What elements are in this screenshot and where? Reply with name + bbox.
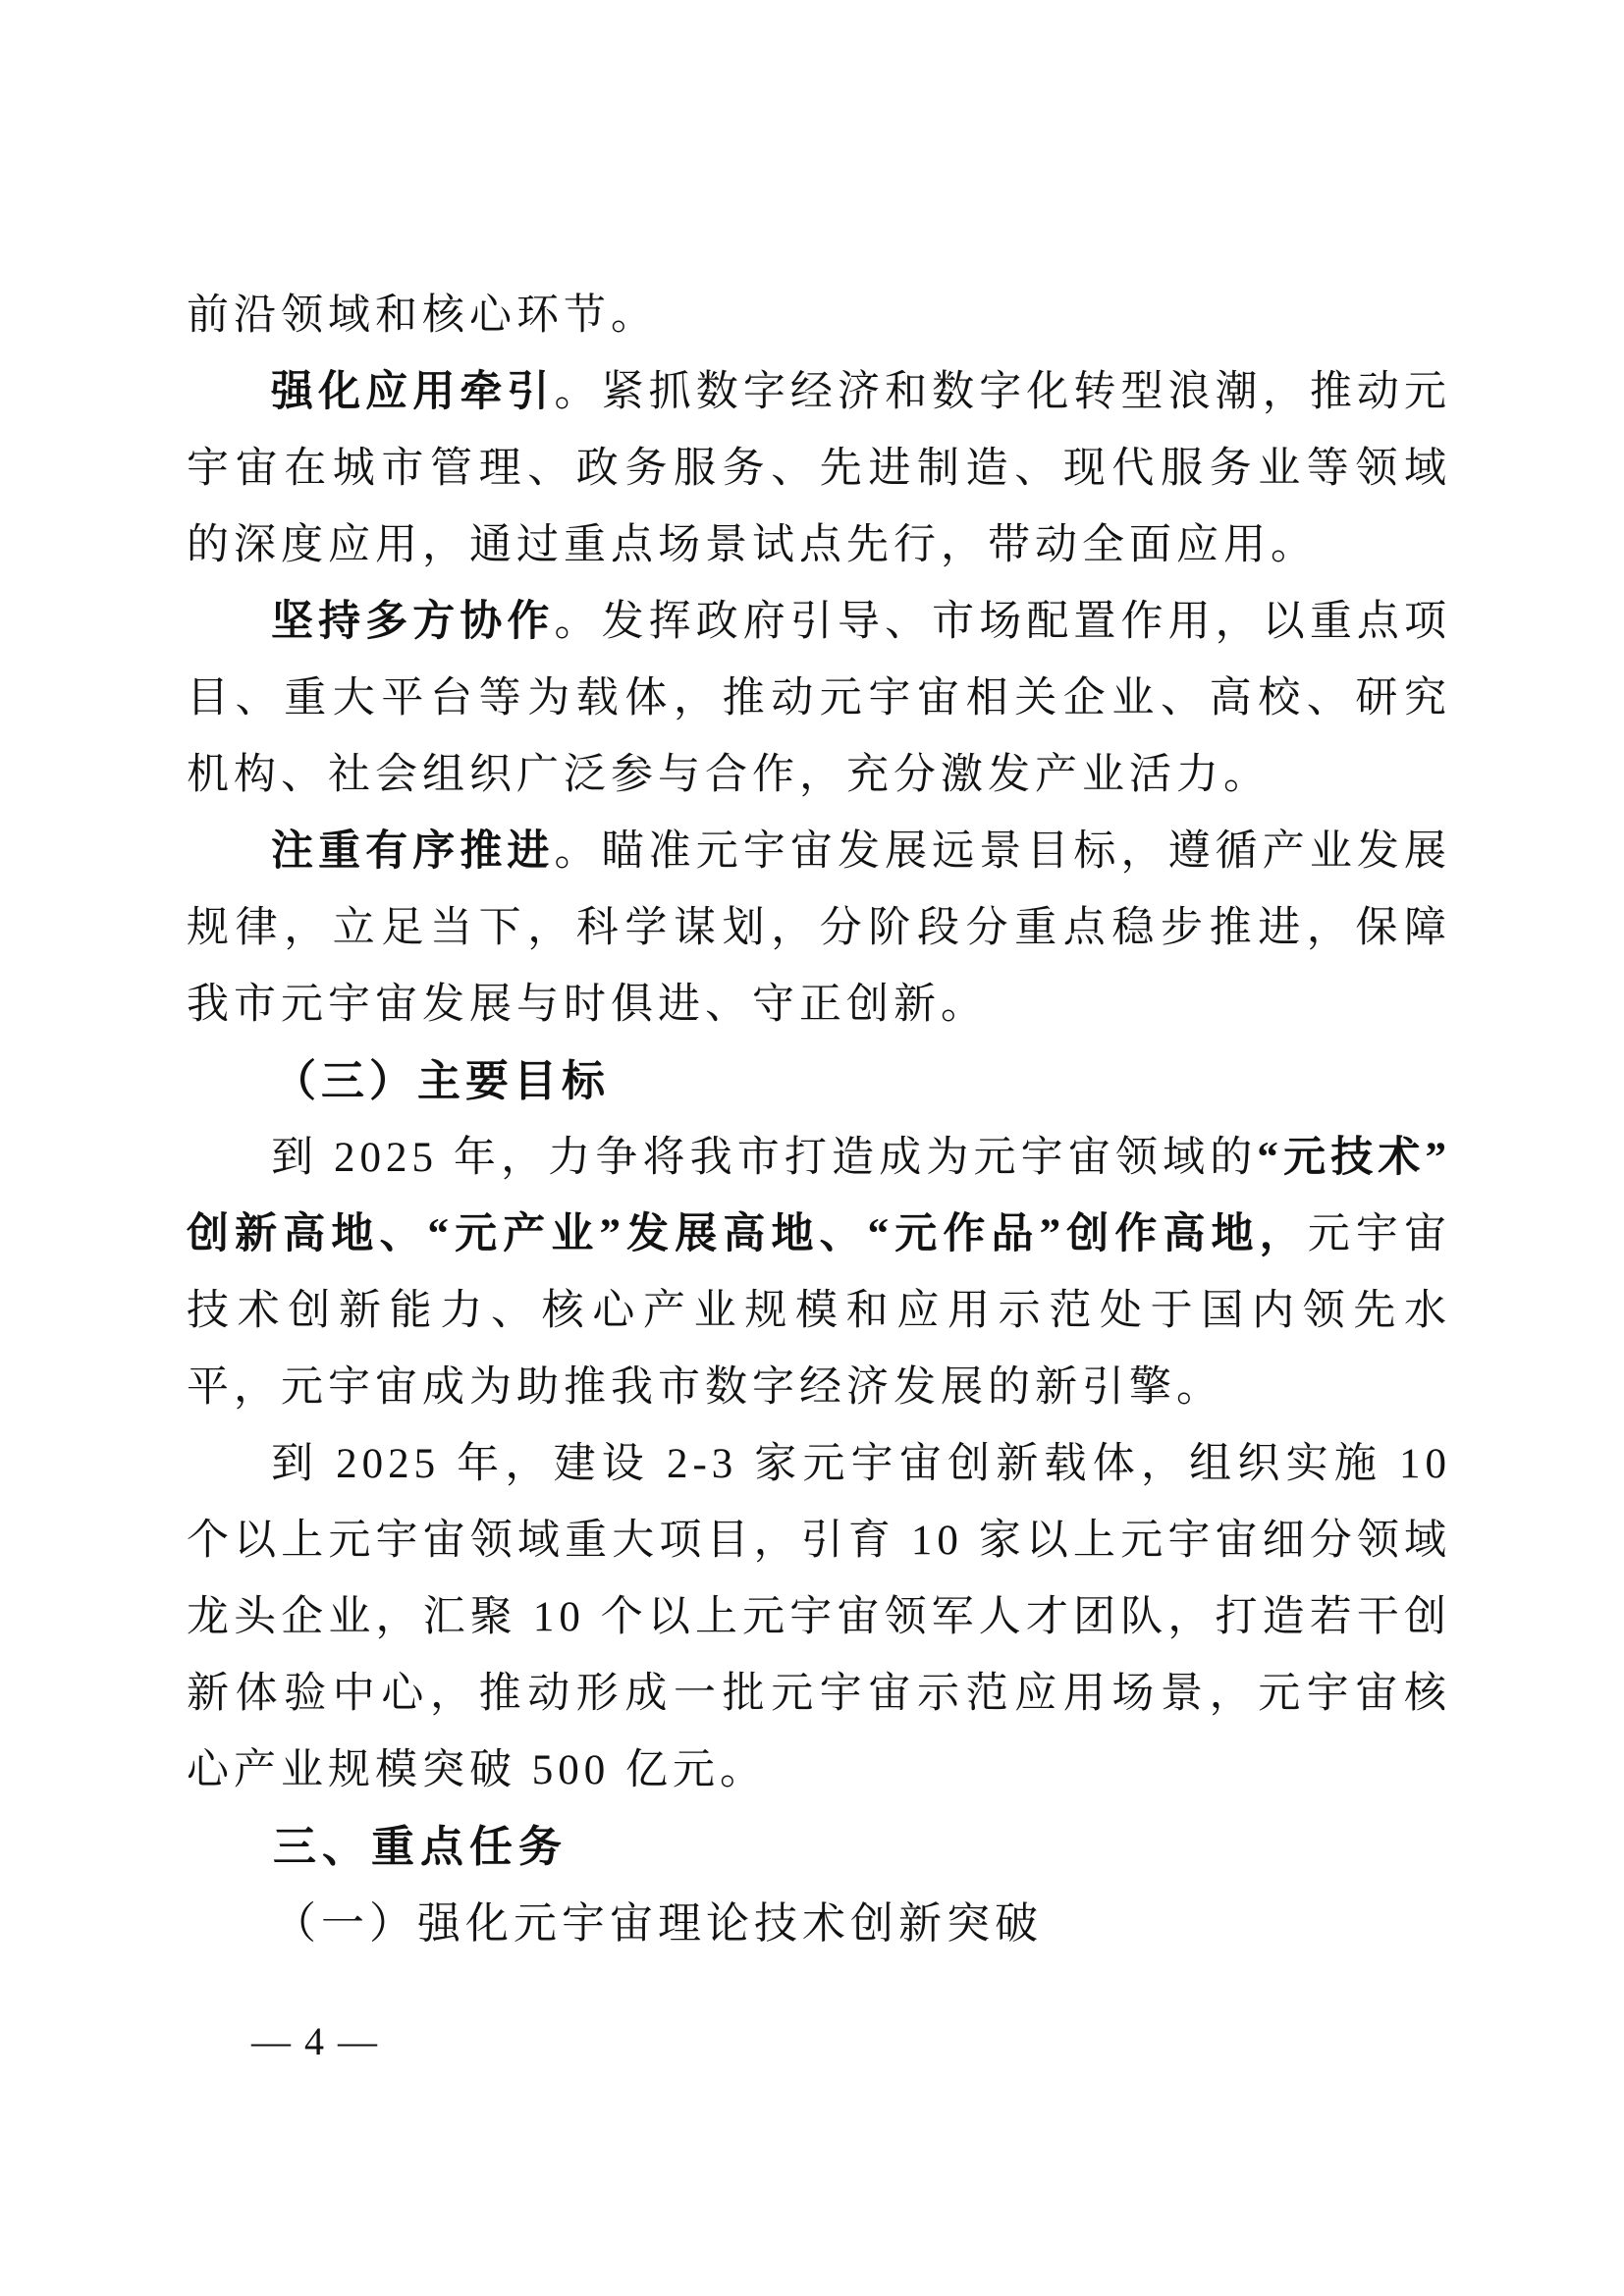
document-body <box>187 278 1451 1962</box>
paragraph-2025-quantitative-targets <box>187 1426 1451 1809</box>
paragraph-text: 到 2025 年，建设 2-3 家元宇宙创新载体，组织实施 10 个以上元宇宙领域重大项目，引育 10 家以上元宇宙细分领域龙头企业，汇聚 10 个以上元宇宙领军人才团队，打造若干创新体验中心，推动形成一批元宇宙示范应用场景，元宇宙核心产业规模突破 500 亿元。 <box>187 1441 1451 1793</box>
paragraph-text: 前沿领域和核心环节。 <box>187 293 658 339</box>
paragraph-text: 。瞄准元宇宙发展远景目标，遵循产业发展规律，立足当下，科学谋划，分阶段分重点稳步推进，保障我市元宇宙发展与时俱进、守正创新。 <box>187 828 1451 1028</box>
page-number-text: — 4 — <box>251 2019 379 2063</box>
paragraph-multi-party-collaboration <box>187 584 1451 814</box>
page-number <box>251 2020 379 2063</box>
paragraph-lead-bold: 注重有序推进 <box>271 828 555 875</box>
heading-key-tasks <box>187 1809 1451 1886</box>
paragraph-text: 。发挥政府引导、市场配置作用，以重点项目、重大平台等为载体，推动元宇宙相关企业、高校、研究机构、社会组织广泛参与合作，充分激发产业活力。 <box>187 599 1451 798</box>
heading-text: 三、重点任务 <box>273 1823 568 1871</box>
heading-text: （一）强化元宇宙理论技术创新突破 <box>273 1899 1043 1948</box>
heading-text: （三）主要目标 <box>273 1057 610 1105</box>
paragraph-text: 元宇宙技术创新能力、核心产业规模和应用示范处于国内领先水平，元宇宙成为助推我市数字经济发展的新引擎。 <box>187 1211 1452 1411</box>
heading-main-goals <box>187 1043 1451 1120</box>
paragraph-bold-highlight: “元技术”创新高地、“元产业”发展高地、“元作品”创作高地， <box>187 1135 1452 1257</box>
paragraph-lead-bold: 强化应用牵引 <box>271 369 555 415</box>
paragraph-2025-goal-positioning <box>187 1120 1451 1426</box>
paragraph-lead-bold: 坚持多方协作 <box>271 599 555 645</box>
paragraph-orderly-advancement <box>187 814 1451 1043</box>
paragraph-continuation <box>187 278 1451 354</box>
paragraph-strengthen-application <box>187 354 1451 584</box>
heading-task-1 <box>187 1886 1451 1962</box>
paragraph-text: 。紧抓数字经济和数字化转型浪潮，推动元宇宙在城市管理、政务服务、先进制造、现代服务业等领域的深度应用，通过重点场景试点先行，带动全面应用。 <box>187 369 1451 568</box>
paragraph-text: 到 2025 年，力争将我市打造成为元宇宙领域的 <box>271 1135 1258 1181</box>
